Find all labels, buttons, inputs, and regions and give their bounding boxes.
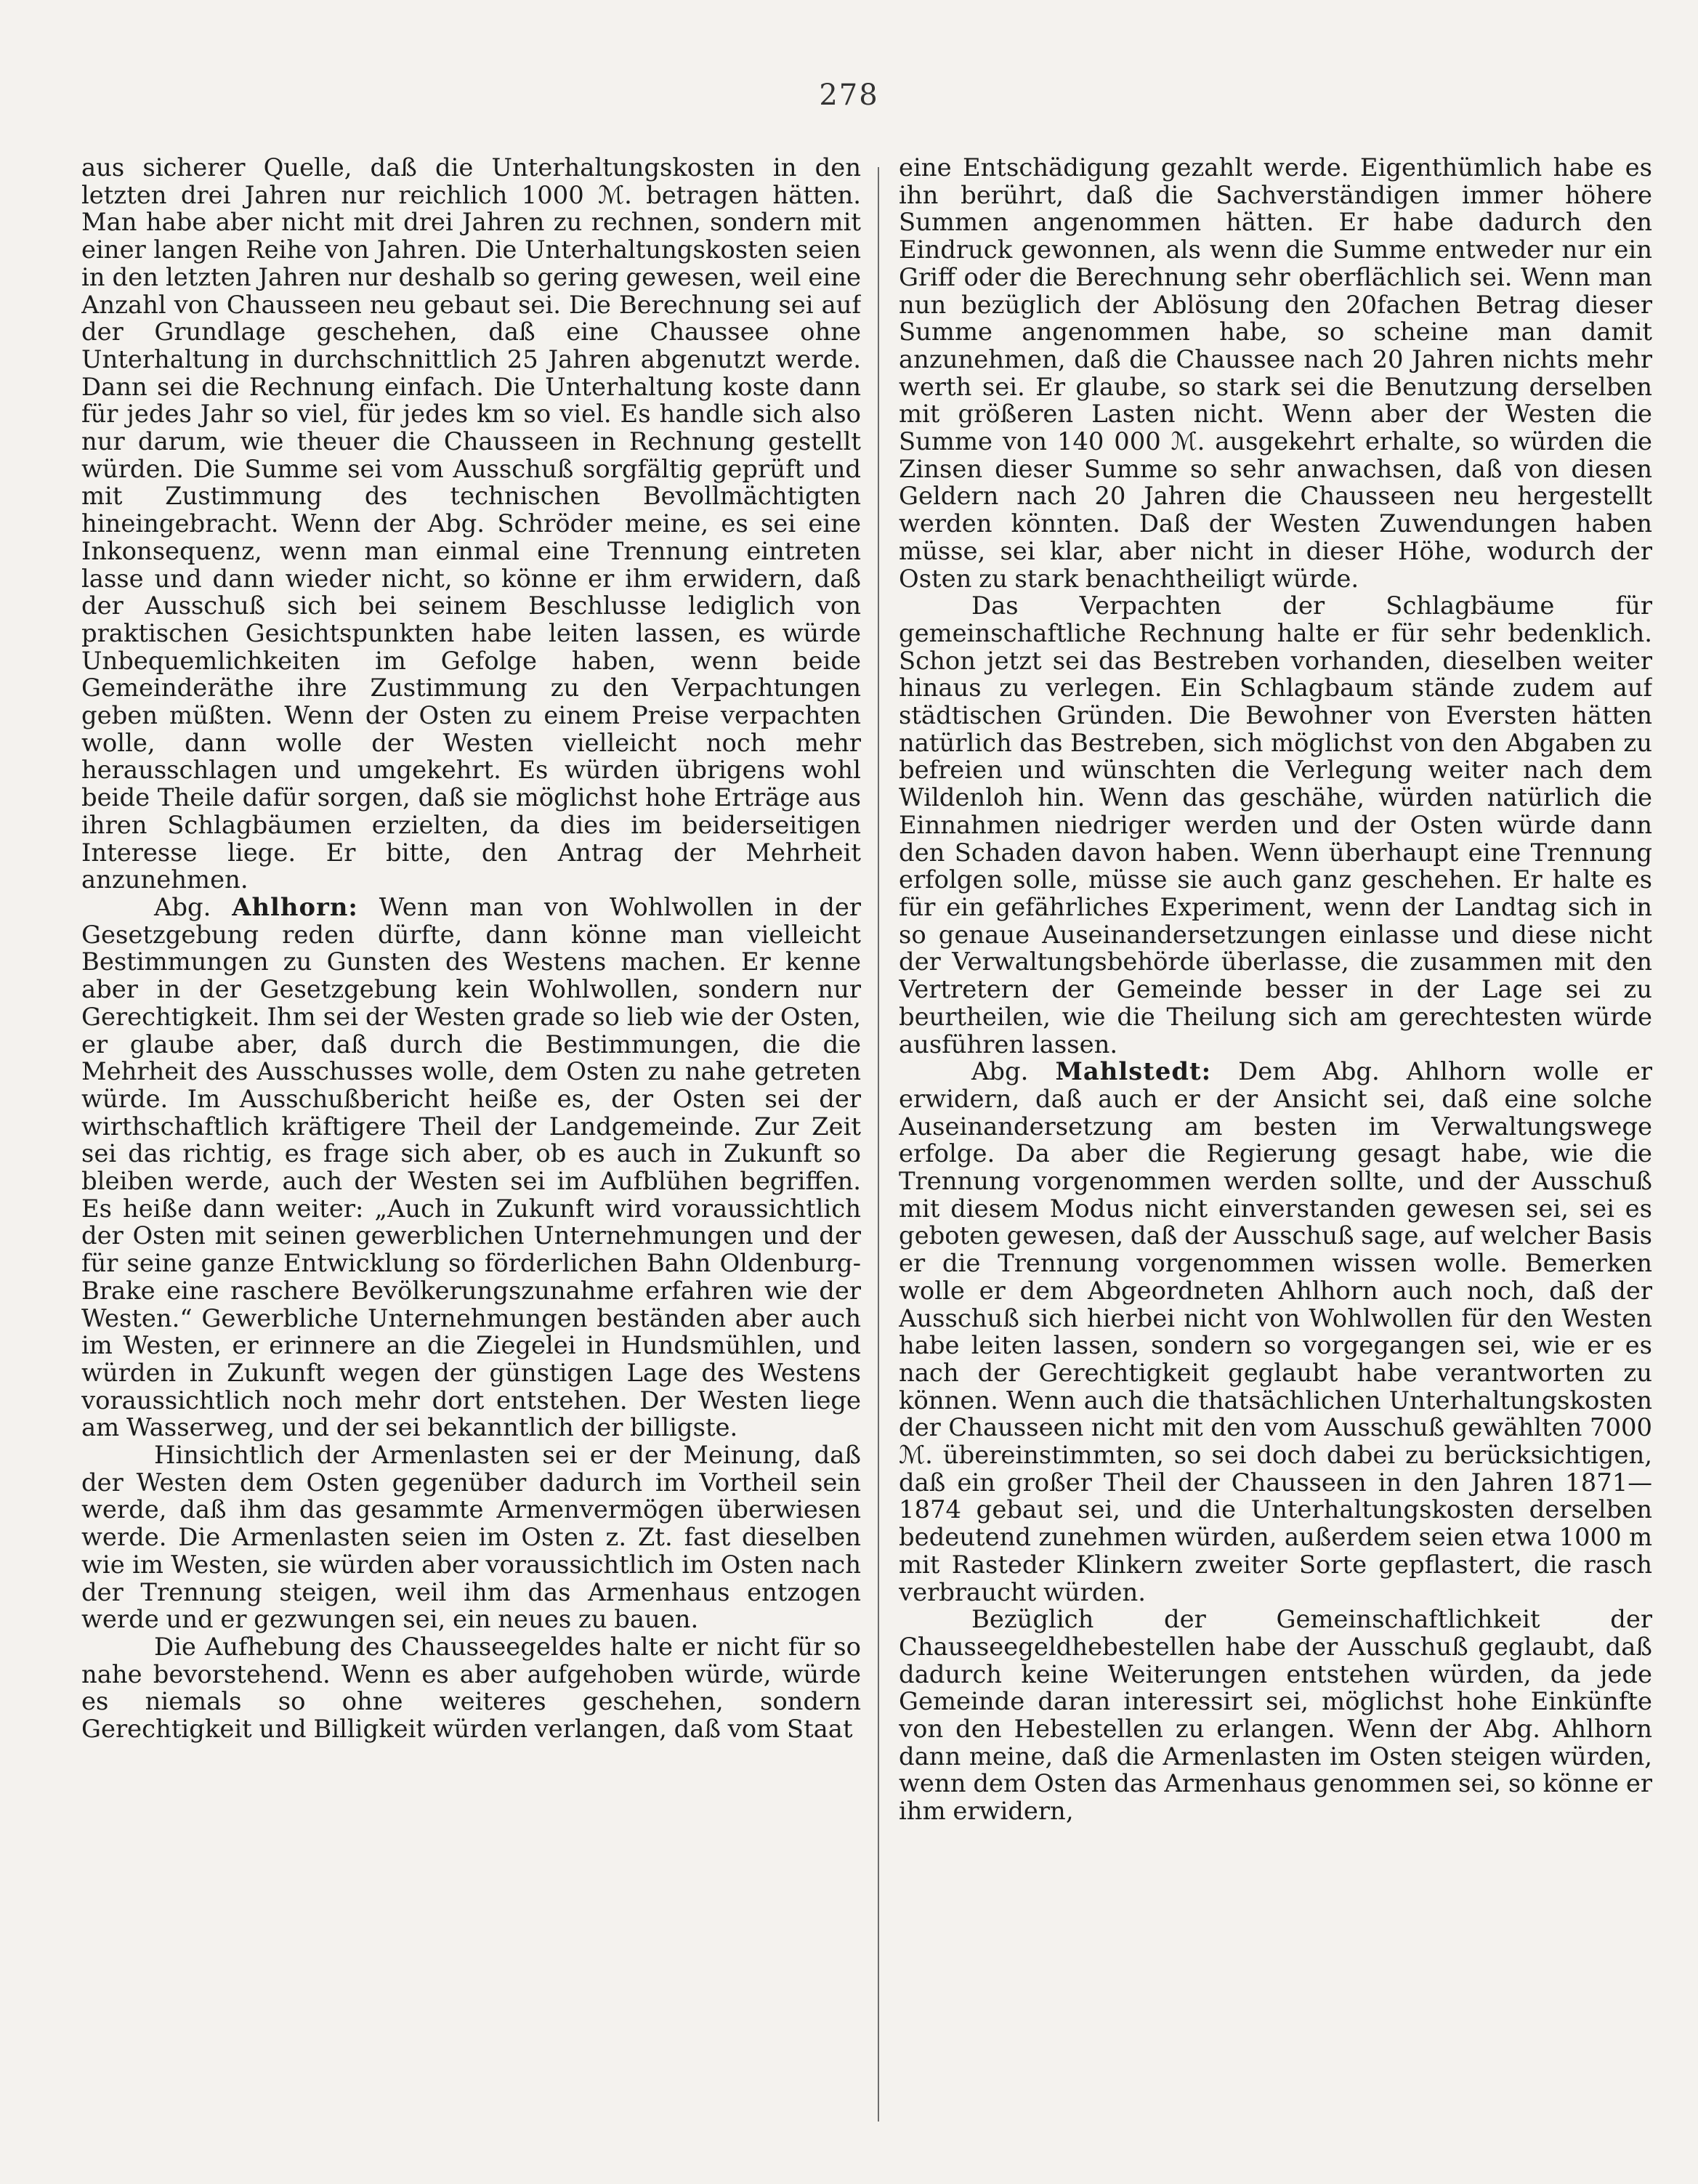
speaker-name: Mahlstedt: (1055, 1056, 1212, 1086)
left-column (81, 154, 861, 2148)
paragraph: Bezüglich der Gemeinschaftlichkeit der Chausseegeldhebestellen habe der Ausschuß geglaubt, daß dadurch keine Weiterungen entstehen würden, da jede Gemeinde daran interessirt sei, möglichst hohe Einkünfte von den Hebestellen zu erlangen. Wenn der Abg. Ahlhorn dann meine, daß die Armenlasten im Osten steigen würden, wenn dem Osten das Armenhaus genommen sei, so könne er ihm erwidern, (899, 1605, 1652, 1826)
paragraph: Abg. Ahlhorn: Wenn man von Wohlwollen in der Gesetzgebung reden dürfte, dann könne man vielleicht Bestimmungen zu Gunsten des Westens machen. Er kenne aber in der Gesetzgebung kein Wohlwollen, sondern nur Gerechtigkeit. Ihm sei der Westen grade so lieb wie der Osten, er glaube aber, daß durch die Bestimmungen, die die Mehrheit des Ausschusses wolle, dem Osten zu nahe getreten würde. Im Ausschußbericht heiße es, der Osten sei der wirthschaftlich kräftigere Theil der Landgemeinde. Zur Zeit sei das richtig, es frage sich aber, ob es auch in Zukunft so bleiben werde, auch der Westen sei im Aufblühen begriffen. Es heiße dann weiter: „Auch in Zukunft wird voraussichtlich der Osten mit seinen gewerblichen Unternehmungen und der für seine ganze Entwicklung so förderlichen Bahn Oldenburg-Brake eine raschere Bevölkerungszunahme erfahren wie der Westen.“ Gewerbliche Unternehmungen beständen aber auch im Westen, er erinnere an die Ziegelei in Hundsmühlen, und würden in Zukunft wegen der günstigen Lage des Westens voraussichtlich noch mehr dort entstehen. Der Westen liege am Wasserweg, und der sei bekanntlich der billigste. (81, 891, 861, 1442)
speaker-name: Ahlhorn: (232, 891, 358, 921)
paragraph: Die Aufhebung des Chausseegeldes halte er nicht für so nahe bevorstehend. Wenn es aber aufgehoben würde, würde es niemals so ohne weiteres geschehen, sondern Gerechtigkeit und Billigkeit würden verlangen, daß vom Staat (81, 1632, 861, 1744)
paragraph: Hinsichtlich der Armenlasten sei er der Meinung, daß der Westen dem Osten gegenüber dadurch im Vortheil sein werde, daß ihm das gesammte Armenvermögen überwiesen werde. Die Armenlasten seien im Osten z. Zt. fast dieselben wie im Westen, sie würden aber voraussichtlich im Osten nach der Trennung steigen, weil ihm das Armenhaus entzogen werde und er gezwungen sei, ein neues zu bauen. (81, 1441, 861, 1634)
right-column (899, 154, 1652, 2148)
paragraph: eine Entschädigung gezahlt werde. Eigenthümlich habe es ihn berührt, daß die Sachverständigen immer höhere Summen angenommen hätten. Er habe dadurch den Eindruck gewonnen, als wenn die Summe entweder nur ein Griff oder die Berechnung sehr oberflächlich sei. Wenn man nun bezüglich der Ablösung den 20fachen Betrag dieser Summe angenommen habe, so scheine man damit anzunehmen, daß die Chaussee nach 20 Jahren nichts mehr werth sei. Er glaube, so stark sei die Benutzung derselben mit größeren Lasten nicht. Wenn aber der Westen die Summe von 140 000 ℳ. ausgekehrt erhalte, so würden die Zinsen dieser Summe so sehr anwachsen, daß von diesen Geldern nach 20 Jahren die Chausseen neu hergestellt werden könnten. Daß der Westen Zuwendungen haben müsse, sei klar, aber nicht in dieser Höhe, wodurch der Osten zu stark benachtheiligt würde. (899, 154, 1652, 593)
column-divider (878, 167, 879, 2122)
paragraph: Das Verpachten der Schlagbäume für gemeinschaftliche Rechnung halte er für sehr bedenklich. Schon jetzt sei das Bestreben vorhanden, dieselben weiter hinaus zu verlegen. Ein Schlagbaum stände zudem auf städtischen Gründen. Die Bewohner von Eversten hätten natürlich das Bestreben, sich möglichst von den Abgaben zu befreien und wünschten die Verlegung weiter nach dem Wildenloh hin. Wenn das geschähe, würden natürlich die Einnahmen niedriger werden und der Osten würde dann den Schaden davon haben. Wenn überhaupt eine Trennung erfolgen solle, müsse sie auch ganz geschehen. Er halte es für ein gefährliches Experiment, wenn der Landtag sich in so genaue Auseinandersetzungen einlasse und diese nicht der Verwaltungsbehörde überlasse, die zusammen mit den Vertretern der Gemeinde besser in der Lage sei zu beurtheilen, wie die Theilung sich am gerechtesten würde ausführen lassen. (899, 591, 1652, 1059)
page-number: 278 (819, 78, 879, 112)
paragraph: aus sicherer Quelle, daß die Unterhaltungskosten in den letzten drei Jahren nur reichlich 1000 ℳ. betragen hätten. Man habe aber nicht mit drei Jahren zu rechnen, sondern mit einer langen Reihe von Jahren. Die Unterhaltungskosten seien in den letzten Jahren nur deshalb so gering gewesen, weil eine Anzahl von Chausseen neu gebaut sei. Die Berechnung sei auf der Grundlage geschehen, daß eine Chaussee ohne Unterhaltung in durchschnittlich 25 Jahren abgenutzt werde. Dann sei die Rechnung einfach. Die Unterhaltung koste dann für jedes Jahr so viel, für jedes km so viel. Es handle sich also nur darum, wie theuer die Chausseen in Rechnung gestellt würden. Die Summe sei vom Ausschuß sorgfältig geprüft und mit Zustimmung des technischen Bevollmächtigten hineingebracht. Wenn der Abg. Schröder meine, es sei eine Inkonsequenz, wenn man einmal eine Trennung eintreten lasse und dann wieder nicht, so könne er ihm erwidern, daß der Ausschuß sich bei seinem Beschlusse lediglich von praktischen Gesichtspunkten habe leiten lassen, es würde Unbequemlichkeiten im Gefolge haben, wenn beide Gemeinderäthe ihre Zustimmung zu den Verpachtungen geben müßten. Wenn der Osten zu einem Preise verpachten wolle, dann wolle der Westen vielleicht noch mehr herausschlagen und umgekehrt. Es würden übrigens wohl beide Theile dafür sorgen, daß sie möglichst hohe Erträge aus ihren Schlagbäumen erzielten, da dies im beiderseitigen Interesse liege. Er bitte, den Antrag der Mehrheit anzunehmen. (81, 154, 861, 894)
paragraph: Abg. Mahlstedt: Dem Abg. Ahlhorn wolle er erwidern, daß auch er der Ansicht sei, daß eine solche Auseinandersetzung am besten im Verwaltungswege erfolge. Da aber die Regierung gesagt habe, wie die Trennung vorgenommen werden sollte, und der Ausschuß mit diesem Modus nicht einverstanden gewesen sei, sei es geboten gewesen, daß der Ausschuß sage, auf welcher Basis er die Trennung vorgenommen wissen wolle. Bemerken wolle er dem Abgeordneten Ahlhorn auch noch, daß der Ausschuß sich hierbei nicht von Wohlwollen für den Westen habe leiten lassen, sondern so vorgegangen sei, wie er es nach der Gerechtigkeit geglaubt habe verantworten zu können. Wenn auch die thatsächlichen Unterhaltungskosten der Chausseen nicht mit den vom Ausschuß gewählten 7000 ℳ. übereinstimmten, so sei doch dabei zu berücksichtigen, daß ein großer Theil der Chausseen in den Jahren 1871—1874 gebaut sei, und die Unterhaltungskosten derselben bedeutend zunehmen würden, außerdem seien etwa 1000 m mit Rasteder Klinkern zweiter Sorte gepflastert, die rasch verbraucht würden. (899, 1056, 1652, 1606)
